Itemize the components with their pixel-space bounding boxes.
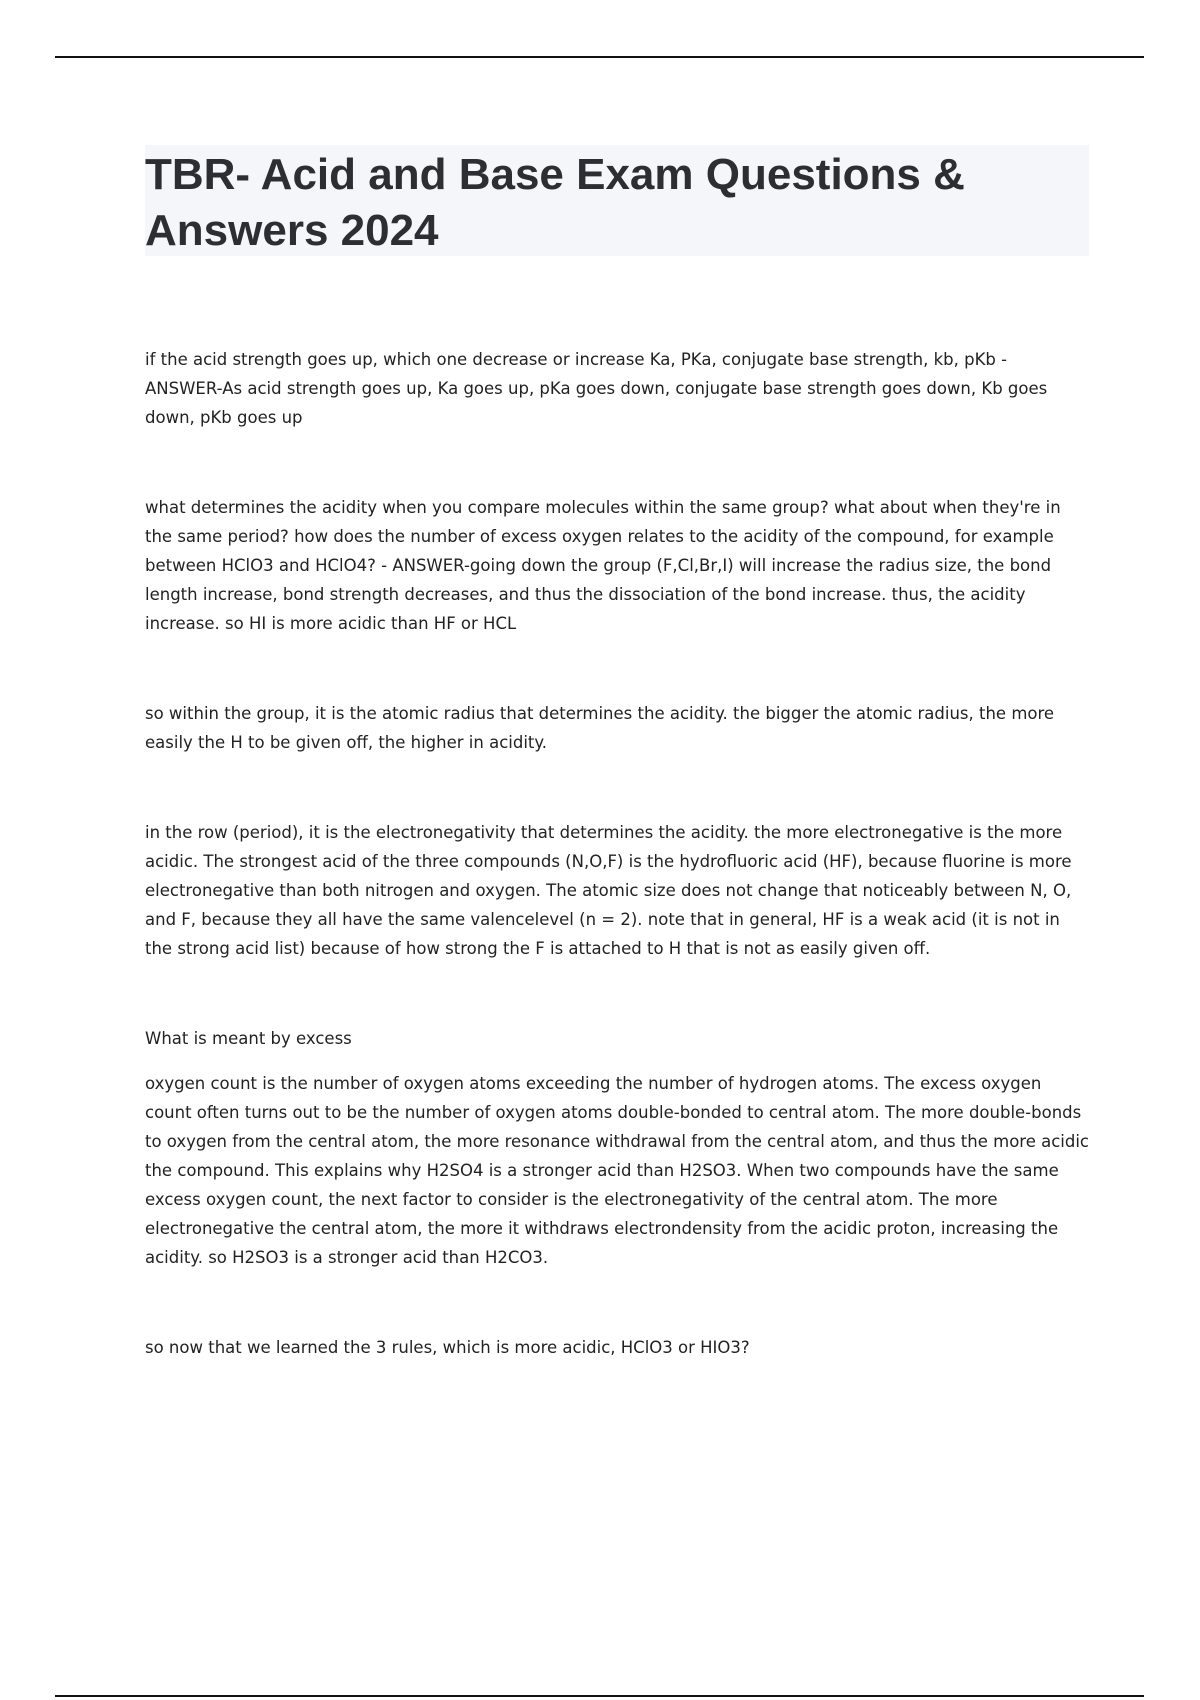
paragraph-atomic-radius: so within the group, it is the atomic radius that determines the acidity. the bigger the atomic radius, the more easily the H to be given off, the higher in acidity. <box>145 704 1055 752</box>
document-body <box>145 345 1089 1362</box>
top-rule <box>55 56 1144 58</box>
paragraph-excess-question: What is meant by excess <box>145 1029 352 1048</box>
paragraph-three-rules: so now that we learned the 3 rules, which is more acidic, HClO3 or HIO3? <box>145 1338 750 1357</box>
page-title: TBR- Acid and Base Exam Questions & Answers 2024 <box>145 150 965 255</box>
paragraph-group-period: what determines the acidity when you compare molecules within the same group? what about when they're in the same period? how does the number of excess oxygen relates to the acidity of the compound, for example between HClO3 and HClO4? - ANSWER-going down the group (F,Cl,Br,I) will increase the radius size, the bond length increase, bond strength decreases, and thus the dissociation of the bond increase. thus, the acidity increase. so HI is more acidic than HF or HCL <box>145 498 1061 633</box>
paragraph-acid-strength: if the acid strength goes up, which one decrease or increase Ka, PKa, conjugate base strength, kb, pKb - ANSWER-As acid strength goes up, Ka goes up, pKa goes down, conjugate base strength goes down, Kb goes down, pKb goes up <box>145 350 1048 427</box>
paragraph-electronegativity: in the row (period), it is the electronegativity that determines the acidity. the more electronegative is the more acidic. The strongest acid of the three compounds (N,O,F) is the hydrofluoric acid (HF), because fluorine is more electronegative than both nitrogen and oxygen. The atomic size does not change that noticeably between N, O, and F, because they all have the same valencelevel (n = 2). note that in general, HF is a weak acid (it is not in the strong acid list) because of how strong the F is attached to H that is not as easily given off. <box>145 823 1072 958</box>
bottom-rule <box>55 1695 1144 1697</box>
paragraph-excess-oxygen: oxygen count is the number of oxygen atoms exceeding the number of hydrogen atoms. The excess oxygen count often turns out to be the number of oxygen atoms double-bonded to central atom. The more double-bonds to oxygen from the central atom, the more resonance withdrawal from the central atom, and thus the more acidic the compound. This explains why H2SO4 is a stronger acid than H2SO3. When two compounds have the same excess oxygen count, the next factor to consider is the electronegativity of the central atom. The more electronegative the central atom, the more it withdraws electrondensity from the acidic proton, increasing the acidity. so H2SO3 is a stronger acid than H2CO3. <box>145 1074 1090 1267</box>
